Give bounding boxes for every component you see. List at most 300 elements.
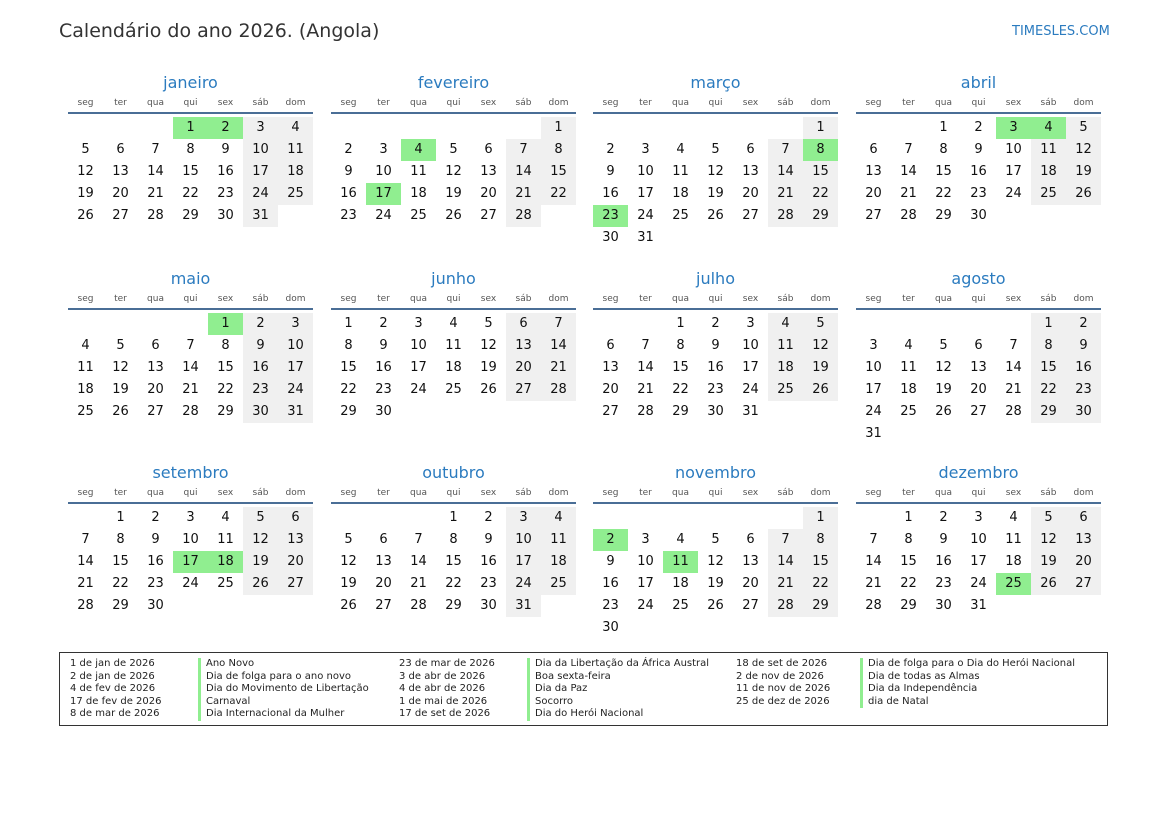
empty-cell — [891, 117, 926, 139]
day-cell: 22 — [541, 183, 576, 205]
day-cell: 16 — [375, 360, 392, 375]
day-cell: 29 — [445, 598, 462, 613]
month-divider — [68, 308, 313, 310]
day-cell: 3 — [379, 142, 388, 157]
day-cell: 3 — [243, 117, 278, 139]
weekday-header: seg — [77, 98, 94, 108]
day-cell: 6 — [379, 532, 388, 547]
day-cell: 1 — [803, 117, 838, 139]
day-cell: 11 — [672, 164, 689, 179]
day-cell: 3 — [414, 316, 423, 331]
day-cell: 5 — [803, 313, 838, 335]
day-cell: 7 — [1009, 338, 1018, 353]
empty-cell — [138, 117, 173, 139]
day-cell: 27 — [278, 573, 313, 595]
day-cell: 13 — [742, 164, 759, 179]
day-cell: 8 — [939, 142, 948, 157]
weekday-header: ter — [377, 488, 390, 498]
day-cell: 26 — [340, 598, 357, 613]
day-cell: 14 — [1005, 360, 1022, 375]
day-cell: 23 — [480, 576, 497, 591]
legend-holiday-name: Dia do Movimento de Libertação — [198, 683, 369, 696]
day-cell: 10 — [506, 529, 541, 551]
day-cell: 28 — [541, 379, 576, 401]
weekday-header: qui — [708, 294, 723, 304]
weekday-header: qui — [971, 294, 986, 304]
day-cell: 18 — [672, 186, 689, 201]
day-cell: 11 — [278, 139, 313, 161]
weekday-header: sex — [1005, 98, 1022, 108]
weekday-header: sex — [480, 488, 497, 498]
day-cell: 18 — [541, 551, 576, 573]
holiday-day-cell: 25 — [996, 573, 1031, 595]
day-cell: 23 — [340, 208, 357, 223]
day-cell: 31 — [865, 426, 882, 441]
day-cell: 26 — [935, 404, 952, 419]
legend-holiday-name: Dia da Libertação da África Austral — [527, 658, 709, 671]
weekday-header: sex — [742, 294, 759, 304]
weekday-header: ter — [902, 488, 915, 498]
legend-holiday-name: Dia da Independência — [860, 683, 1075, 696]
day-cell: 14 — [637, 360, 654, 375]
month-12 — [856, 462, 1101, 617]
day-cell: 27 — [742, 208, 759, 223]
holiday-day-cell: 2 — [208, 117, 243, 139]
day-cell: 24 — [742, 382, 759, 397]
day-cell: 24 — [278, 379, 313, 401]
day-cell: 22 — [217, 382, 234, 397]
month-name: dezembro — [938, 463, 1019, 482]
weekday-header: qui — [446, 294, 461, 304]
weekday-header: sáb — [252, 488, 269, 498]
empty-cell — [961, 313, 996, 335]
day-cell: 26 — [803, 379, 838, 401]
holiday-day-cell: 18 — [208, 551, 243, 573]
day-cell: 30 — [602, 230, 619, 245]
day-cell: 14 — [506, 161, 541, 183]
empty-cell — [138, 313, 173, 335]
day-cell: 30 — [935, 598, 952, 613]
day-cell: 23 — [707, 382, 724, 397]
day-cell: 5 — [116, 338, 125, 353]
day-cell: 4 — [904, 338, 913, 353]
day-cell: 27 — [742, 598, 759, 613]
day-cell: 16 — [480, 554, 497, 569]
day-cell: 25 — [672, 598, 689, 613]
day-cell: 27 — [480, 208, 497, 223]
day-cell: 11 — [1031, 139, 1066, 161]
weekday-header: qui — [708, 98, 723, 108]
day-cell: 22 — [1031, 379, 1066, 401]
day-cell: 22 — [900, 576, 917, 591]
day-cell: 28 — [1005, 404, 1022, 419]
day-cell: 5 — [243, 507, 278, 529]
weekday-header: ter — [114, 294, 127, 304]
day-cell: 2 — [243, 313, 278, 335]
day-cell: 4 — [221, 510, 230, 525]
empty-cell — [733, 117, 768, 139]
weekday-header: seg — [340, 294, 357, 304]
day-cell: 27 — [112, 208, 129, 223]
day-cell: 24 — [637, 598, 654, 613]
day-cell: 16 — [340, 186, 357, 201]
day-cell: 9 — [606, 554, 615, 569]
day-cell: 23 — [602, 598, 619, 613]
day-cell: 23 — [375, 382, 392, 397]
day-cell: 2 — [379, 316, 388, 331]
month-4 — [856, 72, 1101, 227]
day-cell: 3 — [746, 316, 755, 331]
day-cell: 14 — [147, 164, 164, 179]
day-cell: 1 — [344, 316, 353, 331]
day-cell: 15 — [445, 554, 462, 569]
day-cell: 17 — [278, 357, 313, 379]
day-cell: 20 — [970, 382, 987, 397]
day-cell: 4 — [278, 117, 313, 139]
empty-cell — [733, 507, 768, 529]
holiday-day-cell: 8 — [803, 139, 838, 161]
month-divider — [856, 308, 1101, 310]
legend-holiday-name: Dia de folga para o Dia do Herói Nacional — [860, 658, 1075, 671]
day-cell: 2 — [606, 142, 615, 157]
day-cell: 24 — [637, 208, 654, 223]
empty-cell — [401, 117, 436, 139]
day-cell: 5 — [344, 532, 353, 547]
day-cell: 9 — [243, 335, 278, 357]
day-cell: 7 — [641, 338, 650, 353]
day-cell: 26 — [77, 208, 94, 223]
empty-cell — [628, 117, 663, 139]
weekday-header: seg — [340, 488, 357, 498]
day-cell: 1 — [1031, 313, 1066, 335]
holiday-day-cell: 23 — [593, 205, 628, 227]
legend-dates-col-3 — [736, 658, 830, 708]
day-cell: 5 — [711, 532, 720, 547]
day-cell: 8 — [676, 338, 685, 353]
day-cell: 25 — [278, 183, 313, 205]
day-cell: 31 — [637, 230, 654, 245]
empty-cell — [663, 507, 698, 529]
weekday-header: sáb — [515, 488, 532, 498]
month-10 — [331, 462, 576, 617]
weekday-header: qui — [708, 488, 723, 498]
day-cell: 6 — [116, 142, 125, 157]
day-cell: 14 — [77, 554, 94, 569]
day-cell: 11 — [541, 529, 576, 551]
weekday-header: dom — [810, 488, 831, 498]
day-cell: 25 — [445, 382, 462, 397]
day-cell: 21 — [637, 382, 654, 397]
day-cell: 25 — [541, 573, 576, 595]
day-cell: 19 — [1031, 551, 1066, 573]
legend-dates-col-2 — [399, 658, 495, 721]
legend-holiday-name: Dia do Herói Nacional — [527, 708, 709, 721]
day-cell: 21 — [900, 186, 917, 201]
day-cell: 20 — [742, 186, 759, 201]
day-cell: 5 — [81, 142, 90, 157]
weekday-header: seg — [602, 488, 619, 498]
day-cell: 17 — [637, 576, 654, 591]
weekday-header: ter — [377, 294, 390, 304]
legend-holiday-name: Dia de todas as Almas — [860, 671, 1075, 684]
day-cell: 8 — [803, 529, 838, 551]
day-cell: 8 — [541, 139, 576, 161]
legend-names-col-2 — [527, 658, 709, 721]
empty-cell — [698, 507, 733, 529]
day-cell: 4 — [768, 313, 803, 335]
day-cell: 28 — [506, 205, 541, 227]
day-cell: 14 — [900, 164, 917, 179]
day-cell: 21 — [1005, 382, 1022, 397]
month-7 — [593, 268, 838, 423]
month-divider — [593, 308, 838, 310]
legend-date: 8 de mar de 2026 — [70, 708, 160, 720]
day-cell: 18 — [410, 186, 427, 201]
day-cell: 22 — [112, 576, 129, 591]
weekday-header: dom — [285, 294, 306, 304]
day-cell: 12 — [77, 164, 94, 179]
day-cell: 22 — [803, 183, 838, 205]
day-cell: 12 — [707, 554, 724, 569]
day-cell: 1 — [904, 510, 913, 525]
day-cell: 31 — [243, 205, 278, 227]
day-cell: 29 — [672, 404, 689, 419]
day-cell: 28 — [182, 404, 199, 419]
brand-link[interactable]: TIMESLES.COM — [1012, 24, 1110, 39]
day-cell: 29 — [935, 208, 952, 223]
weekday-header: qua — [935, 98, 952, 108]
day-cell: 22 — [182, 186, 199, 201]
month-3 — [593, 72, 838, 249]
weekday-header: ter — [114, 488, 127, 498]
legend-date: 1 de jan de 2026 — [70, 658, 155, 669]
weekday-header: qua — [147, 294, 164, 304]
holiday-day-cell: 1 — [208, 313, 243, 335]
weekday-header: seg — [340, 98, 357, 108]
weekday-header: dom — [810, 98, 831, 108]
day-cell: 6 — [606, 338, 615, 353]
day-cell: 30 — [375, 404, 392, 419]
day-cell: 2 — [151, 510, 160, 525]
weekday-header: sex — [1005, 294, 1022, 304]
day-cell: 13 — [970, 360, 987, 375]
legend-holiday-name: Dia de folga para o ano novo — [198, 671, 369, 684]
holiday-day-cell: 17 — [173, 551, 208, 573]
day-cell: 21 — [768, 183, 803, 205]
empty-cell — [401, 507, 436, 529]
day-cell: 13 — [278, 529, 313, 551]
month-6 — [331, 268, 576, 423]
day-cell: 14 — [768, 551, 803, 573]
weekday-header: qua — [672, 294, 689, 304]
day-cell: 5 — [1031, 507, 1066, 529]
weekday-header: sáb — [777, 294, 794, 304]
weekday-header: sex — [217, 98, 234, 108]
day-cell: 19 — [480, 360, 497, 375]
day-cell: 18 — [672, 576, 689, 591]
weekday-header: qua — [147, 488, 164, 498]
day-cell: 10 — [742, 338, 759, 353]
day-cell: 30 — [707, 404, 724, 419]
weekday-header: qua — [410, 98, 427, 108]
day-cell: 28 — [410, 598, 427, 613]
day-cell: 24 — [970, 576, 987, 591]
day-cell: 13 — [865, 164, 882, 179]
day-cell: 6 — [151, 338, 160, 353]
day-cell: 12 — [1066, 139, 1101, 161]
month-name: outubro — [422, 463, 485, 482]
day-cell: 3 — [641, 142, 650, 157]
day-cell: 20 — [375, 576, 392, 591]
empty-cell — [366, 507, 401, 529]
weekday-header: sáb — [252, 294, 269, 304]
day-cell: 1 — [939, 120, 948, 135]
day-cell: 3 — [641, 532, 650, 547]
day-cell: 12 — [480, 338, 497, 353]
month-name: julho — [696, 269, 735, 288]
day-cell: 15 — [803, 551, 838, 573]
weekday-header: seg — [602, 98, 619, 108]
day-cell: 11 — [768, 335, 803, 357]
day-cell: 26 — [243, 573, 278, 595]
day-cell: 7 — [869, 532, 878, 547]
day-cell: 21 — [147, 186, 164, 201]
empty-cell — [593, 507, 628, 529]
holiday-day-cell: 2 — [593, 529, 628, 551]
weekday-header: qua — [410, 294, 427, 304]
day-cell: 9 — [974, 142, 983, 157]
day-cell: 6 — [506, 313, 541, 335]
day-cell: 31 — [506, 595, 541, 617]
day-cell: 20 — [506, 357, 541, 379]
weekday-header: dom — [1073, 98, 1094, 108]
day-cell: 11 — [445, 338, 462, 353]
weekday-header: sáb — [515, 98, 532, 108]
day-cell: 14 — [541, 335, 576, 357]
day-cell: 27 — [147, 404, 164, 419]
day-cell: 30 — [602, 620, 619, 635]
weekday-header: dom — [548, 488, 569, 498]
weekday-header: dom — [548, 294, 569, 304]
weekday-header: qui — [971, 488, 986, 498]
day-cell: 20 — [865, 186, 882, 201]
empty-cell — [103, 117, 138, 139]
day-cell: 13 — [375, 554, 392, 569]
day-cell: 2 — [711, 316, 720, 331]
weekday-header: qua — [672, 98, 689, 108]
day-cell: 20 — [602, 382, 619, 397]
holiday-legend — [59, 652, 1108, 726]
weekday-header: ter — [377, 98, 390, 108]
legend-holiday-name: Carnaval — [198, 696, 369, 709]
weekday-header: sex — [742, 488, 759, 498]
day-cell: 15 — [112, 554, 129, 569]
day-cell: 13 — [742, 554, 759, 569]
day-cell: 10 — [182, 532, 199, 547]
day-cell: 18 — [900, 382, 917, 397]
day-cell: 7 — [541, 313, 576, 335]
day-cell: 1 — [541, 117, 576, 139]
day-cell: 9 — [344, 164, 353, 179]
day-cell: 3 — [974, 510, 983, 525]
weekday-header: ter — [114, 98, 127, 108]
day-cell: 21 — [77, 576, 94, 591]
day-cell: 15 — [340, 360, 357, 375]
weekday-header: sáb — [252, 98, 269, 108]
empty-cell — [926, 313, 961, 335]
month-divider — [68, 502, 313, 504]
day-cell: 24 — [865, 404, 882, 419]
day-cell: 1 — [676, 316, 685, 331]
empty-cell — [856, 507, 891, 529]
empty-cell — [68, 313, 103, 335]
weekday-header: qua — [935, 488, 952, 498]
weekday-header: seg — [865, 294, 882, 304]
day-cell: 5 — [711, 142, 720, 157]
day-cell: 31 — [278, 401, 313, 423]
day-cell: 12 — [340, 554, 357, 569]
legend-date: 25 de dez de 2026 — [736, 695, 830, 707]
day-cell: 10 — [637, 554, 654, 569]
day-cell: 19 — [935, 382, 952, 397]
legend-date: 3 de abr de 2026 — [399, 670, 486, 682]
legend-names-col-3 — [860, 658, 1075, 708]
day-cell: 9 — [939, 532, 948, 547]
month-name: maio — [170, 269, 211, 288]
day-cell: 6 — [484, 142, 493, 157]
day-cell: 27 — [970, 404, 987, 419]
day-cell: 28 — [637, 404, 654, 419]
day-cell: 8 — [116, 532, 125, 547]
day-cell: 10 — [865, 360, 882, 375]
day-cell: 10 — [375, 164, 392, 179]
day-cell: 19 — [707, 576, 724, 591]
day-cell: 8 — [344, 338, 353, 353]
day-cell: 8 — [1031, 335, 1066, 357]
day-cell: 29 — [803, 205, 838, 227]
day-cell: 26 — [707, 208, 724, 223]
day-cell: 19 — [1066, 161, 1101, 183]
day-cell: 16 — [243, 357, 278, 379]
day-cell: 30 — [217, 208, 234, 223]
day-cell: 25 — [768, 379, 803, 401]
month-divider — [856, 502, 1101, 504]
weekday-header: dom — [1073, 294, 1094, 304]
day-cell: 13 — [112, 164, 129, 179]
day-cell: 29 — [1031, 401, 1066, 423]
day-cell: 6 — [746, 142, 755, 157]
day-cell: 19 — [340, 576, 357, 591]
day-cell: 23 — [243, 379, 278, 401]
day-cell: 20 — [742, 576, 759, 591]
legend-names-col-1 — [198, 658, 369, 721]
day-cell: 11 — [1005, 532, 1022, 547]
day-cell: 26 — [1031, 573, 1066, 595]
legend-holiday-name: Dia da Paz — [527, 683, 709, 696]
empty-cell — [436, 117, 471, 139]
day-cell: 19 — [445, 186, 462, 201]
month-divider — [331, 502, 576, 504]
day-cell: 4 — [676, 532, 685, 547]
day-cell: 27 — [1066, 573, 1101, 595]
day-cell: 24 — [375, 208, 392, 223]
day-cell: 19 — [707, 186, 724, 201]
month-divider — [331, 112, 576, 114]
weekday-header: sex — [217, 294, 234, 304]
day-cell: 14 — [410, 554, 427, 569]
day-cell: 2 — [1066, 313, 1101, 335]
day-cell: 16 — [217, 164, 234, 179]
